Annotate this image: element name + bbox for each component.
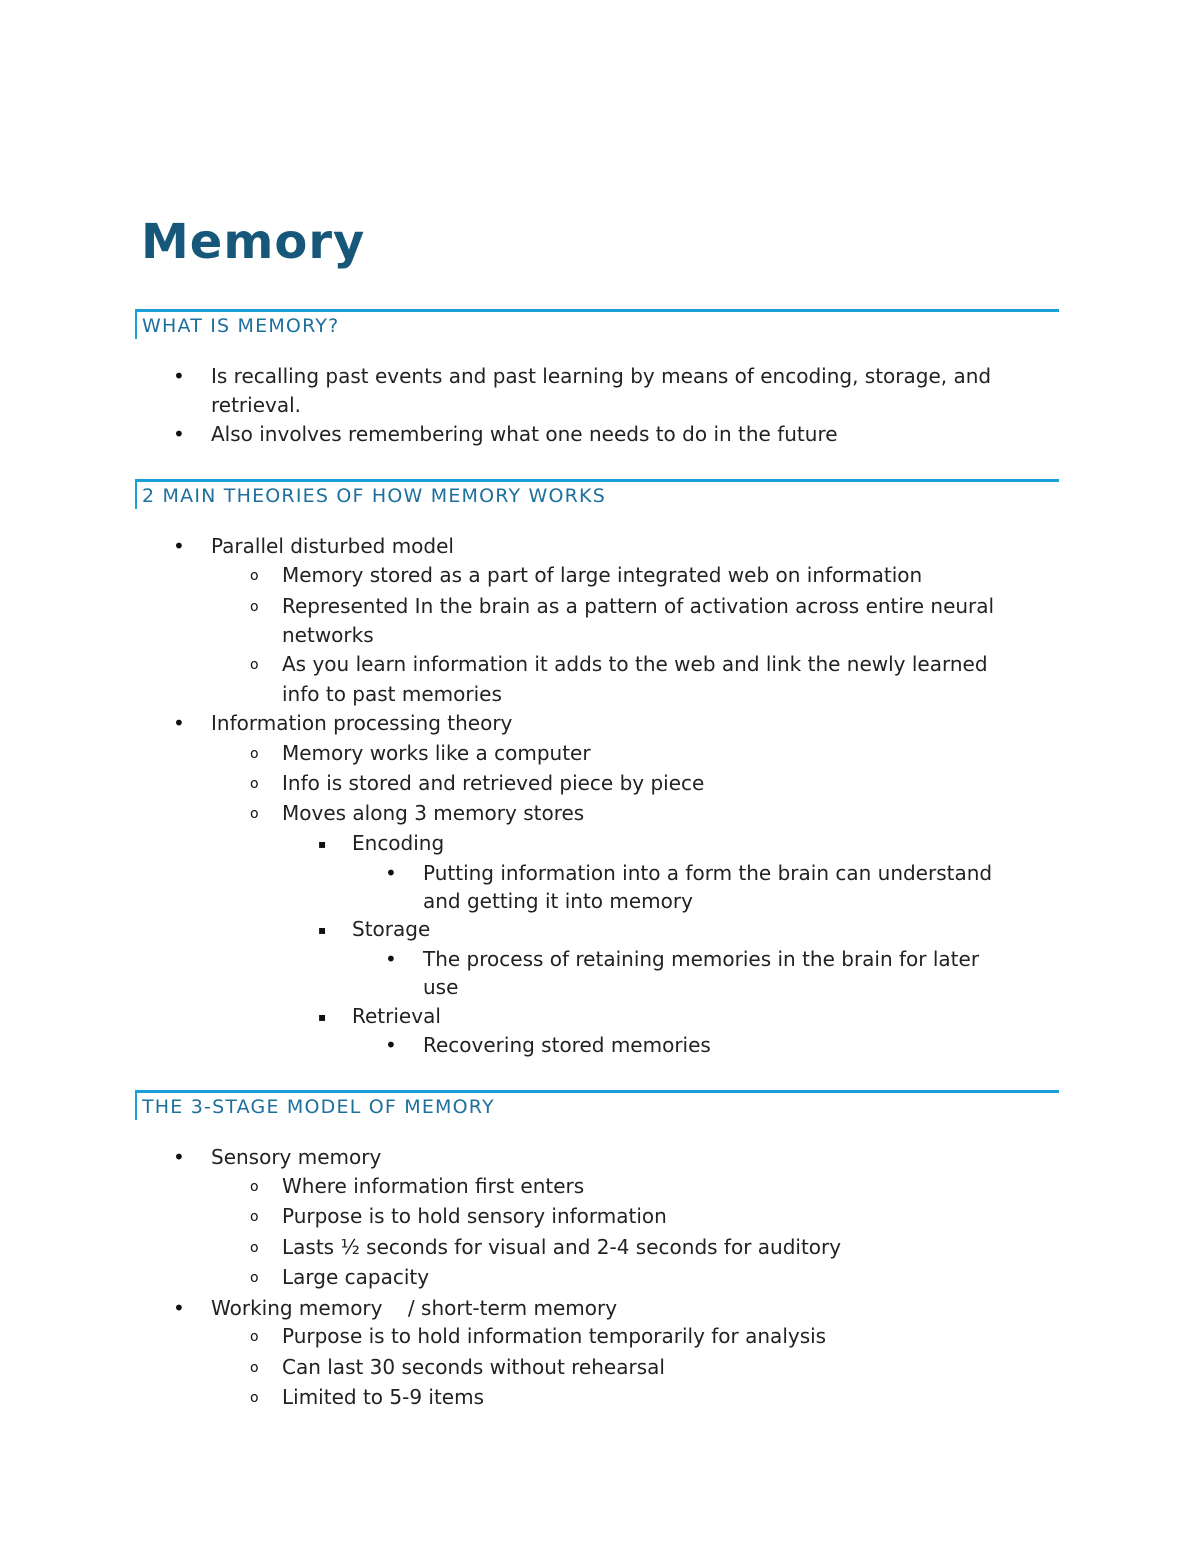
section-main-theories xyxy=(135,479,1059,509)
bullet-icon: ▪ xyxy=(318,923,327,937)
section-heading-text: 2 MAIN THEORIES OF HOW MEMORY WORKS xyxy=(142,485,606,507)
bullet-icon: • xyxy=(173,422,185,446)
list-item-text: Info is stored and retrieved piece by piece xyxy=(282,771,705,795)
bullet-icon: o xyxy=(250,1360,259,1376)
page-title: Memory xyxy=(141,214,366,270)
list-item-text: Putting information into a form the brain can understand xyxy=(423,861,993,885)
bullet-icon: • xyxy=(173,364,185,388)
heading-accent-bar xyxy=(135,1090,137,1120)
list-item-text: The process of retaining memories in the brain for later xyxy=(423,947,980,971)
list-item-text: retrieval. xyxy=(211,393,302,417)
list-item-text: Memory works like a computer xyxy=(282,741,591,765)
list-item-text: Moves along 3 memory stores xyxy=(282,801,585,825)
list-item-text: Retrieval xyxy=(352,1004,441,1028)
list-item-text: Is recalling past events and past learning by means of encoding, storage, and xyxy=(211,364,992,388)
bullet-icon: o xyxy=(250,657,259,673)
bullet-icon: o xyxy=(250,1209,259,1225)
list-item-text: Where information first enters xyxy=(282,1174,585,1198)
list-item-text: Also involves remembering what one needs to do in the future xyxy=(211,422,838,446)
list-item-text: Lasts ½ seconds for visual and 2-4 seconds for auditory xyxy=(282,1235,842,1259)
list-item-text: Storage xyxy=(352,917,431,941)
list-item-text: Memory stored as a part of large integrated web on information xyxy=(282,563,923,587)
bullet-icon: o xyxy=(250,1179,259,1195)
heading-rule xyxy=(135,309,1059,312)
bullet-icon: o xyxy=(250,1390,259,1406)
bullet-icon: • xyxy=(385,947,397,971)
bullet-icon: • xyxy=(385,1033,397,1057)
bullet-icon: o xyxy=(250,1329,259,1345)
heading-rule xyxy=(135,479,1059,482)
bullet-icon: ▪ xyxy=(318,837,327,851)
bullet-icon: o xyxy=(250,1240,259,1256)
bullet-icon: • xyxy=(173,1296,185,1320)
list-item-text: Purpose is to hold sensory information xyxy=(282,1204,667,1228)
list-item-text: Sensory memory xyxy=(211,1145,382,1169)
list-item-text: Large capacity xyxy=(282,1265,430,1289)
list-item-text: info to past memories xyxy=(282,682,502,706)
list-item-text: and getting it into memory xyxy=(423,889,693,913)
list-item-text: Parallel disturbed model xyxy=(211,534,454,558)
bullet-icon: o xyxy=(250,1270,259,1286)
section-heading xyxy=(135,1090,1059,1120)
heading-accent-bar xyxy=(135,479,137,509)
list-item-text: Limited to 5-9 items xyxy=(282,1385,485,1409)
list-item-text: Information processing theory xyxy=(211,711,513,735)
section-three-stage-model xyxy=(135,1090,1059,1120)
bullet-icon: o xyxy=(250,568,259,584)
section-heading-text: THE 3-STAGE MODEL OF MEMORY xyxy=(142,1096,495,1118)
bullet-icon: • xyxy=(173,534,185,558)
list-item-text: Encoding xyxy=(352,831,445,855)
section-heading-text: WHAT IS MEMORY? xyxy=(142,315,340,337)
bullet-icon: • xyxy=(385,861,397,885)
bullet-icon: o xyxy=(250,806,259,822)
list-item-text: Recovering stored memories xyxy=(423,1033,711,1057)
section-heading xyxy=(135,309,1059,339)
list-item-text: Can last 30 seconds without rehearsal xyxy=(282,1355,665,1379)
bullet-icon: o xyxy=(250,599,259,615)
list-item-text: Represented In the brain as a pattern of activation across entire neural xyxy=(282,594,995,618)
list-item-text: networks xyxy=(282,623,374,647)
list-item-text: Working memory / short-term memory xyxy=(211,1296,618,1320)
bullet-icon: ▪ xyxy=(318,1010,327,1024)
bullet-icon: • xyxy=(173,711,185,735)
heading-rule xyxy=(135,1090,1059,1093)
list-item-text: As you learn information it adds to the web and link the newly learned xyxy=(282,652,988,676)
bullet-icon: • xyxy=(173,1145,185,1169)
section-heading xyxy=(135,479,1059,509)
bullet-icon: o xyxy=(250,746,259,762)
section-what-is-memory xyxy=(135,309,1059,339)
heading-accent-bar xyxy=(135,309,137,339)
bullet-icon: o xyxy=(250,776,259,792)
list-item-text: Purpose is to hold information temporarily for analysis xyxy=(282,1324,827,1348)
list-item-text: use xyxy=(423,975,459,999)
